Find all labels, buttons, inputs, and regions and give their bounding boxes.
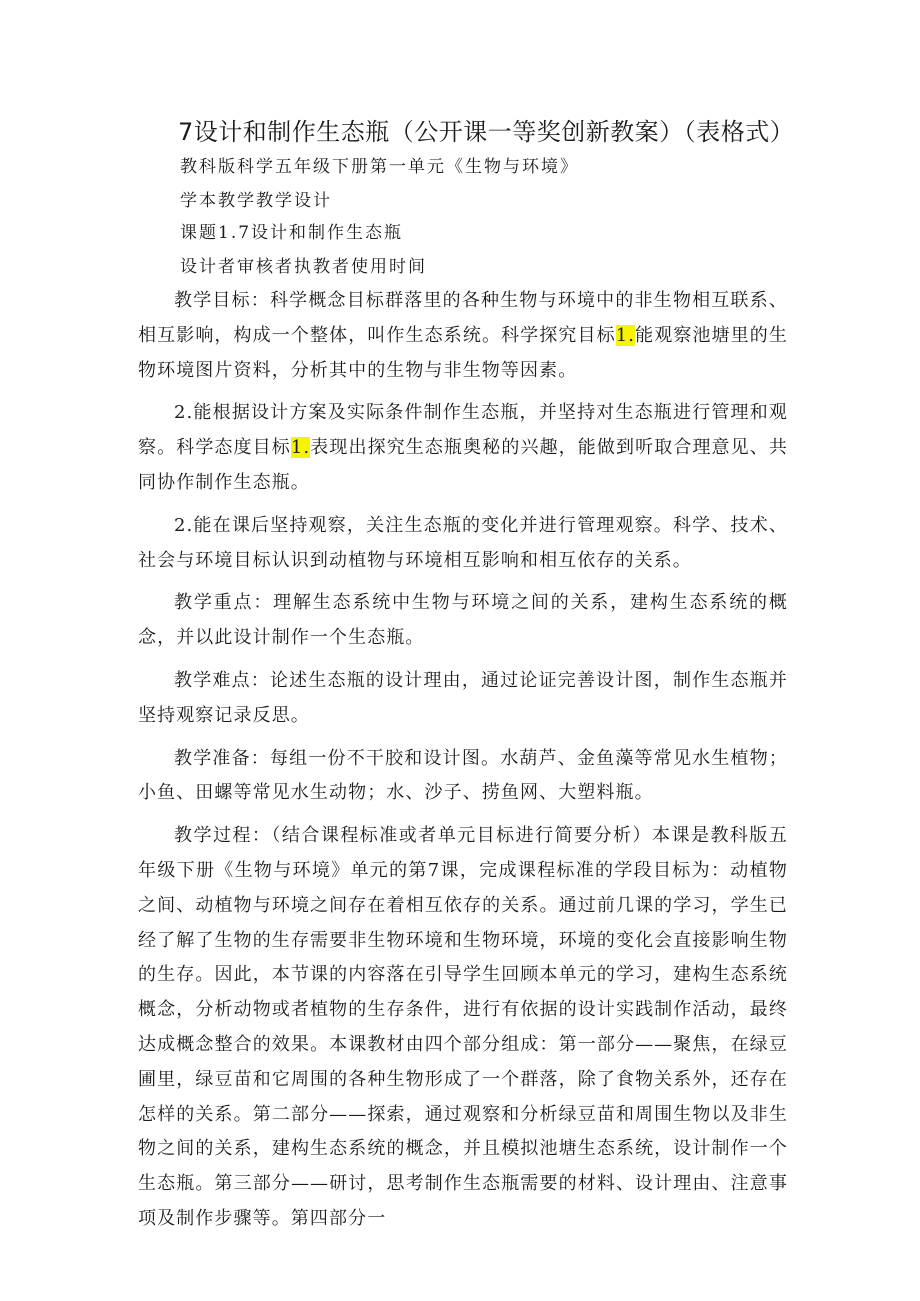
difficulties-paragraph: 教学难点：论述生态瓶的设计理由，通过论证完善设计图，制作生态瓶并坚持观察记录反思。 — [138, 669, 788, 726]
objective-two-paragraph — [138, 396, 788, 500]
document-title: 7设计和制作生态瓶（公开课一等奖创新教案）（表格式） — [178, 118, 795, 146]
designer-info-line: 设计者审核者执教者使用时间 — [180, 257, 427, 277]
teaching-objectives-paragraph — [138, 284, 788, 388]
highlighted-number: 1. — [290, 437, 311, 459]
document-body — [138, 284, 788, 1245]
highlighted-number: 1. — [615, 324, 636, 346]
objectives-text-start: 教学目标：科学概念目标群落里的各种生物与环境中的非生物相互联系、相互影响，构成一个整体，叫作生态系统。科学探究目标 — [138, 290, 788, 346]
teaching-process-paragraph: 教学过程：（结合课程标准或者单元目标进行简要分析）本课是教科版五年级下册《生物与环境》单元的第7课，完成课程标准的学段目标为：动植物之间、动植物与环境之间存在着相互依存的关系。通过前几课的学习，学生已经了解了生物的生存需要非生物环境和生物环境，环境的变化会直接影响生物的生存。因此，本节课的内容落在引导学生回顾本单元的学习，建构生态系统概念，分析动物或者植物的生存条件，进行有依据的设计实践制作活动，最终达成概念整合的效果。本课教材由四个部分组成：第一部分——聚焦，在绿豆圃里，绿豆苗和它周围的各种生物形成了一个群落，除了食物关系外，还存在怎样的关系。第二部分——探索，通过观察和分析绿豆苗和周围生物以及非生物之间的关系，建构生态系统的概念，并且模拟池塘生态系统，设计制作一个生态瓶。第三部分——研讨，思考制作生态瓶需要的材料、设计理由、注意事项及制作步骤等。第四部分一 — [138, 825, 788, 1229]
lesson-topic-line: 课题1.7设计和制作生态瓶 — [180, 223, 404, 243]
key-points-paragraph: 教学重点：理解生态系统中生物与环境之间的关系，建构生态系统的概念，并以此设计制作一个生态瓶。 — [138, 592, 788, 649]
design-type-line: 学本教学教学设计 — [180, 191, 332, 211]
attitude-objective-paragraph: 2.能在课后坚持观察，关注生态瓶的变化并进行管理观察。科学、技术、社会与环境目标认识到动植物与环境相互影响和相互依存的关系。 — [138, 514, 788, 571]
objective-two-text-end: 表现出探究生态瓶奥秘的兴趣，能做到听取合理意见、共同协作制作生态瓶。 — [138, 437, 788, 493]
preparation-paragraph: 教学准备：每组一份不干胶和设计图。水葫芦、金鱼藻等常见水生植物；小鱼、田螺等常见水生动物；水、沙子、捞鱼网、大塑料瓶。 — [138, 747, 788, 804]
objectives-text-end: 能观察池塘里的生物环境图片资料，分析其中的生物与非生物等因素。 — [138, 324, 788, 381]
objective-two-text-start: 2.能根据设计方案及实际条件制作生态瓶，并坚持对生态瓶进行管理和观察。科学态度目标 — [138, 402, 788, 459]
textbook-line: 教科版科学五年级下册第一单元《生物与环境》 — [180, 157, 579, 177]
